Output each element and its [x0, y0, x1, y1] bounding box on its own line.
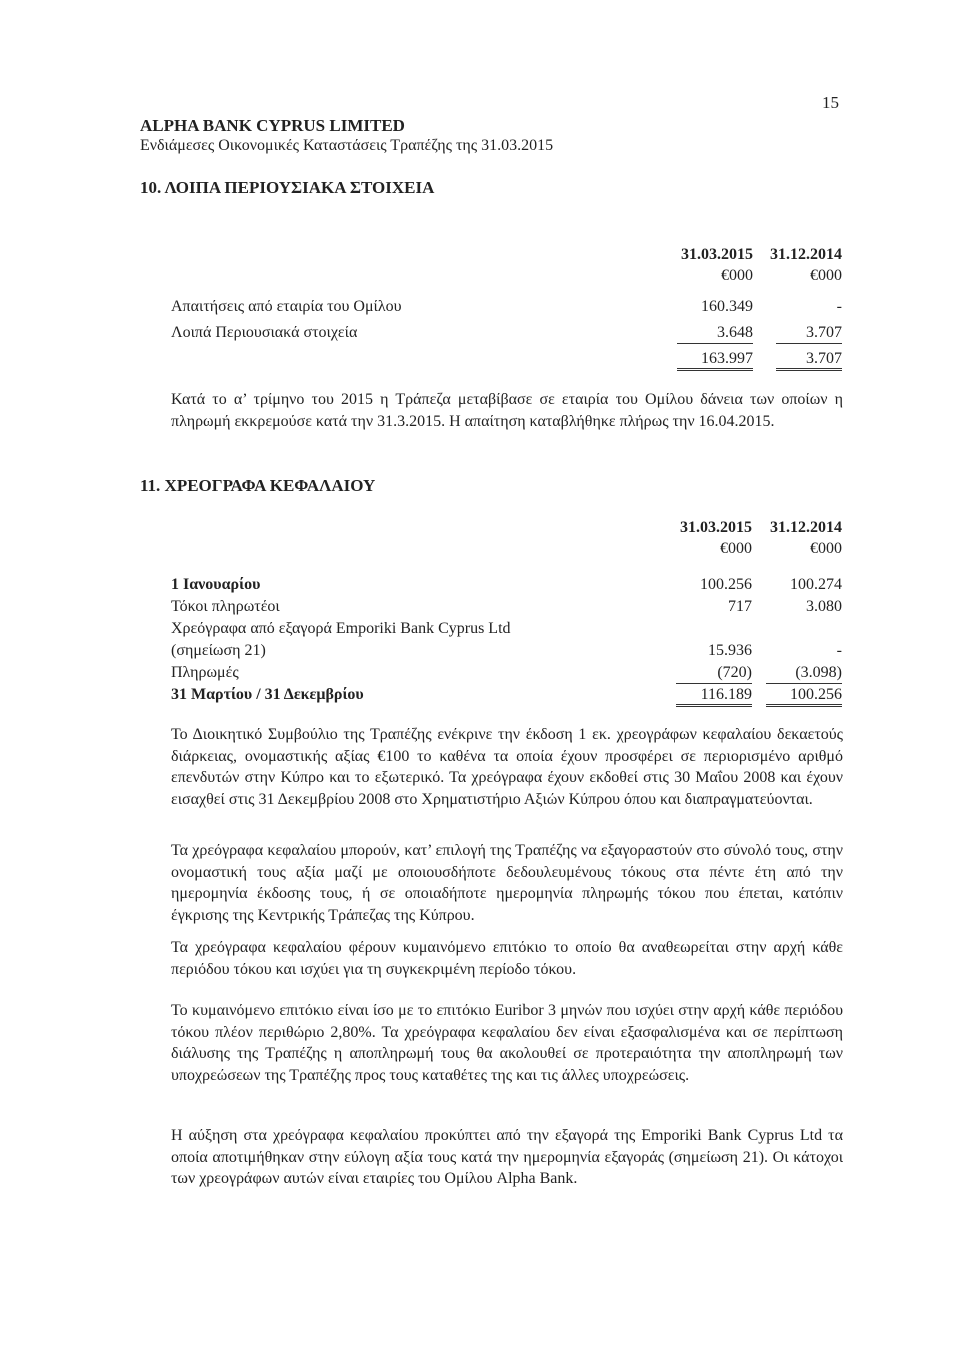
s11-row-value: 3.080 — [806, 598, 842, 615]
s11-row-value: 717 — [728, 598, 752, 615]
s11-row-value: 15.936 — [708, 642, 752, 659]
s11-row-label: Τόκοι πληρωτέοι — [171, 598, 280, 615]
s10-row-value: - — [836, 298, 842, 315]
s10-row-label: Λοιπά Περιουσιακά στοιχεία — [171, 324, 358, 341]
s11-row-label: 1 Ιανουαρίου — [171, 576, 261, 593]
s11-row-label: (σημείωση 21) — [171, 642, 266, 659]
s10-row-value-text: 3.707 — [776, 324, 842, 344]
s11-row-value-text: (720) — [676, 664, 752, 684]
section-11-title: 11. ΧΡΕΟΓΡΑΦΑ ΚΕΦΑΛΑΙΟΥ — [140, 476, 376, 495]
s11-row-value-text: (3.098) — [766, 664, 842, 684]
s10-row-label: Απαιτήσεις από εταιρία του Ομίλου — [171, 298, 402, 315]
s11-row-value: - — [836, 642, 842, 659]
s11-row-value: 100.274 — [790, 576, 842, 593]
document-subtitle: Ενδιάμεσες Οικονομικές Καταστάσεις Τραπέζης της 31.03.2015 — [140, 137, 554, 154]
s11-paragraph: Το Διοικητικό Συμβούλιο της Τραπέζης ενέκρινε την έκδοση 1 εκ. χρεογράφων κεφαλαίου δεκαετούς διάρκειας, ονομαστικής αξίας €100 το καθένα τα οποία έχουν προσφέρει σε περιορισμένο αριθμό επενδυτών στην Κύπρο και το εξωτερικό. Τα χρεόγραφα έχουν εκδοθεί στις 30 Μαΐου 2008 και έχουν εισαχθεί στις 31 Δεκεμβρίου 2008 στο Χρηματιστήριο Αξιών Κύπρου όπου και διαπραγματεύονται. — [171, 726, 843, 808]
s10-total-value — [776, 350, 842, 371]
s10-col1-unit: €000 — [721, 267, 753, 284]
s11-total-value — [766, 686, 842, 707]
s11-row-label: Χρεόγραφα από εξαγορά Emporiki Bank Cyprus Ltd — [171, 620, 511, 637]
s11-col1-unit: €000 — [720, 540, 752, 557]
s11-row-value — [766, 664, 842, 684]
s10-note: Κατά το α’ τρίμηνο του 2015 η Τράπεζα μεταβίβασε σε εταιρία του Ομίλου δάνεια των οποίων η πληρωμή εκκρεμούσε κατά την 31.3.2015. Η απαίτηση καταβλήθηκε πλήρως την 16.04.2015. — [171, 391, 843, 430]
s10-row-value — [776, 324, 842, 344]
s11-paragraph: Τα χρεόγραφα κεφαλαίου μπορούν, κατ’ επιλογή της Τραπέζης να εξαγοραστούν στο σύνολό τους, στην ονομαστική τους αξία μαζί με οποιουσδήποτε δεδουλευμένους τόκους στα πέντε έτη από την ημερομηνία έκδοσης τους, ή σε οποιαδήποτε ημερομηνία πληρωμής τόκου που έπεται, κατόπιν έγκρισης της Κεντρικής Τράπεζας της Κύπρου. — [171, 842, 843, 924]
s11-col2-date: 31.12.2014 — [770, 519, 842, 536]
s11-col2-unit: €000 — [810, 540, 842, 557]
s11-paragraph: Τα χρεόγραφα κεφαλαίου φέρουν κυμαινόμενο επιτόκιο το οποίο θα αναθεωρείται στην αρχή κάθε περιόδου τόκου και ισχύει για τη συγκεκριμένη περίοδο τόκου. — [171, 939, 843, 978]
s10-col2-date: 31.12.2014 — [770, 246, 842, 263]
s11-row-value: 100.256 — [700, 576, 752, 593]
s10-row-value — [677, 324, 753, 344]
s10-row-value-text: 3.648 — [677, 324, 753, 344]
s10-col2-unit: €000 — [810, 267, 842, 284]
s11-row-label: Πληρωμές — [171, 664, 239, 681]
s10-total-value — [677, 350, 753, 371]
company-name: ALPHA BANK CYPRUS LIMITED — [140, 116, 405, 135]
s11-row-label: 31 Μαρτίου / 31 Δεκεμβρίου — [171, 686, 364, 703]
s11-col1-date: 31.03.2015 — [680, 519, 752, 536]
s11-row-value — [676, 664, 752, 684]
section-10-title: 10. ΛΟΙΠΑ ΠΕΡΙΟΥΣΙΑΚΑ ΣΤΟΙΧΕΙΑ — [140, 178, 435, 197]
s11-paragraph: Το κυμαινόμενο επιτόκιο είναι ίσο με το επιτόκιο Euribor 3 μηνών που ισχύει στην αρχή κάθε περιόδου τόκου πλέον περιθώριο 2,80%. Τα χρεόγραφα κεφαλαίου δεν είναι εξασφαλισμένα και σε περίπτωση διάλυσης της Τραπέζης η αποπληρωμή τους θα ακολουθεί σε προτεραιότητα την αποπληρωμή των υποχρεώσεων της Τραπέζης προς τους καταθέτες της και τις άλλες υποχρεώσεις. — [171, 1002, 843, 1084]
s10-col1-date: 31.03.2015 — [681, 246, 753, 263]
s11-total-text: 116.189 — [676, 686, 752, 707]
s11-total-value — [676, 686, 752, 707]
page-number: 15 — [822, 93, 839, 112]
s11-paragraph: Η αύξηση στα χρεόγραφα κεφαλαίου προκύπτει από την εξαγορά της Emporiki Bank Cyprus Ltd τα οποία αποτιμήθηκαν στην εύλογη αξία τους κατά την ημερομηνία εξαγοράς (σημείωση 21). Οι κάτοχοι των χρεογράφων αυτών είναι εταιρίες του Ομίλου Alpha Bank. — [171, 1127, 843, 1187]
s10-total-text: 3.707 — [776, 350, 842, 371]
s10-total-text: 163.997 — [677, 350, 753, 371]
s11-total-text: 100.256 — [766, 686, 842, 707]
s10-row-value: 160.349 — [701, 298, 753, 315]
